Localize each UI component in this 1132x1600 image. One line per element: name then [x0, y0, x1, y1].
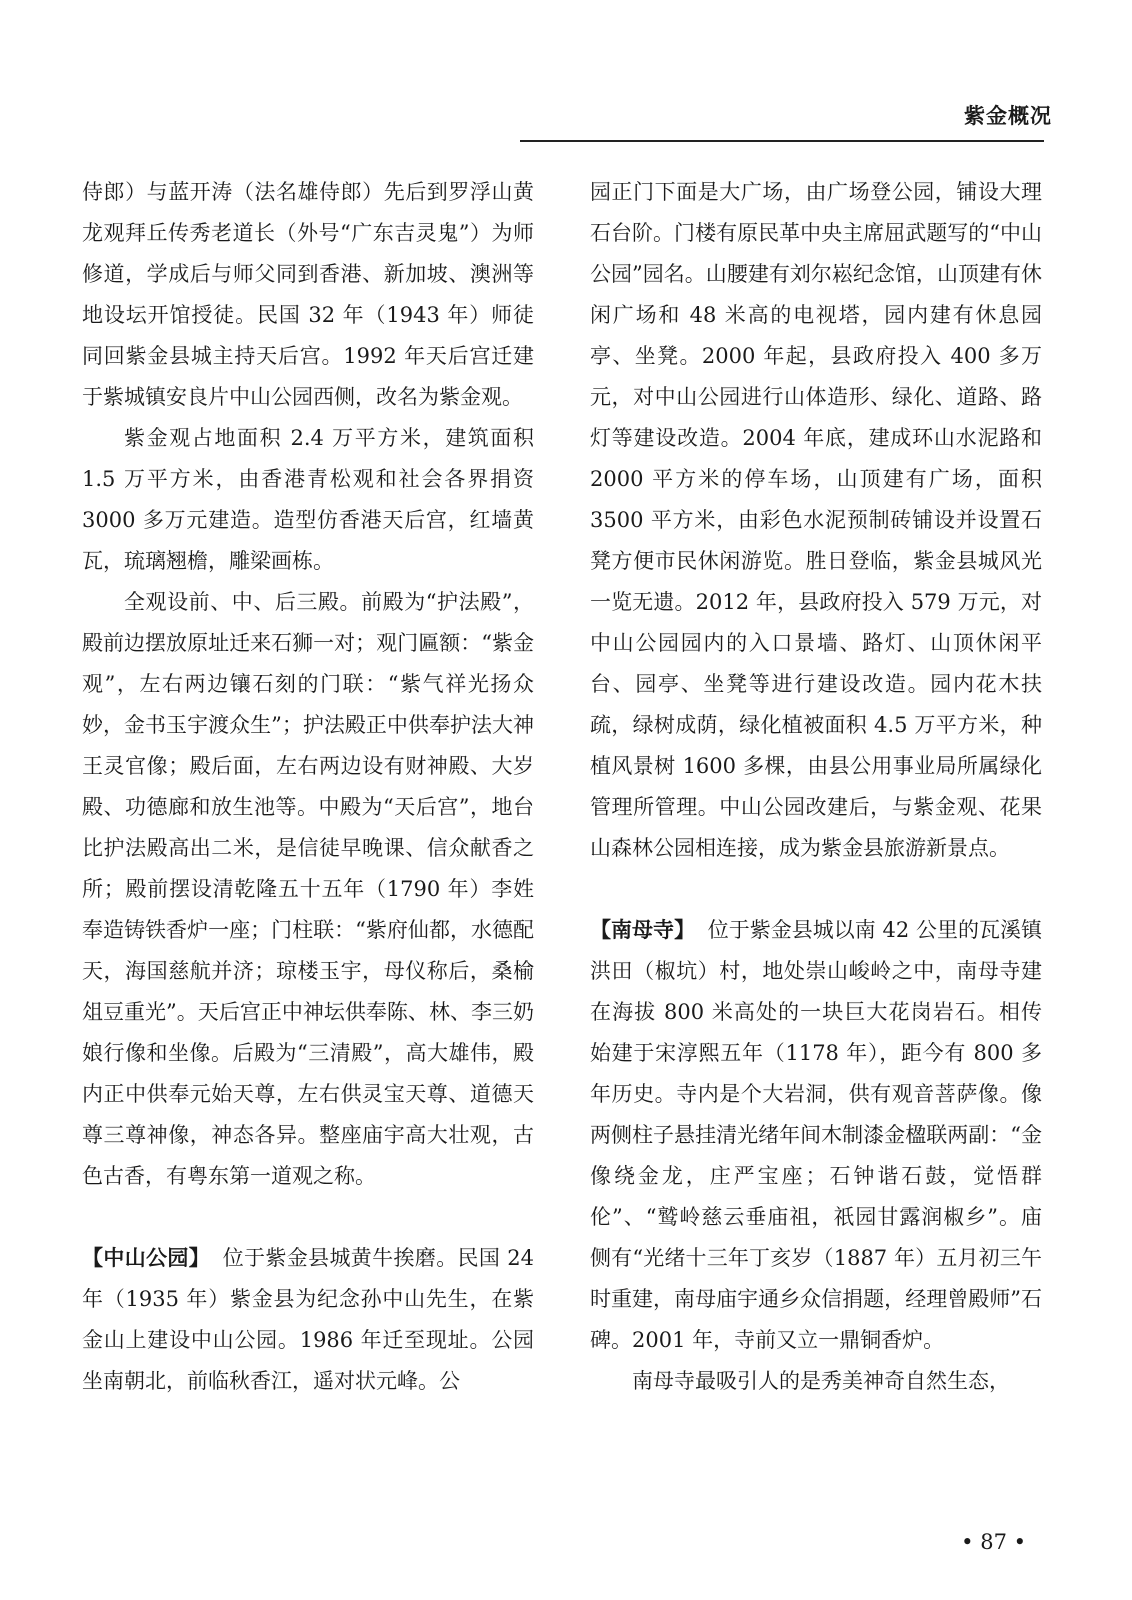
page-number: • 87 • [961, 1530, 1026, 1554]
paragraph: 全观设前、中、后三殿。前殿为“护法殿”，殿前边摆放原址迁来石狮一对；观门匾额：“紫金观”，左右两边镶石刻的门联：“紫气祥光扬众妙，金书玉宇渡众生”；护法殿正中供奉护法大神王灵官像；殿后面，左右两边设有财神殿、大岁殿、功德廊和放生池等。中殿为“天后宫”，地台比护法殿高出二米，是信徒早晚课、信众献香之所；殿前摆设清乾隆五十五年（1790 年）李姓奉造铸铁香炉一座；门柱联：“紫府仙都，水德配天，海国慈航并济；琼楼玉宇，母仪称后，桑榆俎豆重光”。天后宫正中神坛供奉陈、林、李三奶娘行像和坐像。后殿为“三清殿”，高大雄伟，殿内正中供奉元始天尊，左右供灵宝天尊、道德天尊三尊神像，神态各异。整座庙宇高大壮观，古色古香，有粤东第一道观之称。 [82, 590, 534, 1188]
header-rule [520, 140, 1044, 142]
paragraph: 园正门下面是大广场，由广场登公园，铺设大理石台阶。门楼有原民革中央主席屈武题写的“中山公园”园名。山腰建有刘尔崧纪念馆，山顶建有休闲广场和 48 米高的电视塔，园内建有休息园亭、坐凳。2000 年起，县政府投入 400 多万元，对中山公园进行山体造形、绿化、道路、路灯等建设改造。2004 年底，建成环山水泥路和 2000 平方米的停车场，山顶建有广场，面积 3500 平方米，由彩色水泥预制砖铺设并设置石凳方便市民休闲游览。胜日登临，紫金县城风光一览无遗。2012 年，县政府投入 579 万元，对中山公园园内的入口景墙、路灯、山顶休闲平台、园亭、坐凳等进行建设改造。园内花木扶疏，绿树成荫，绿化植被面积 4.5 万平方米，种植风景树 1600 多棵，由县公用事业局所属绿化管理所管理。中山公园改建后，与紫金观、花果山森林公园相连接，成为紫金县旅游新景点。 [590, 180, 1042, 860]
section-text: 位于紫金县城黄牛挨磨。民国 24 年（1935 年）紫金县为纪念孙中山先生，在紫金山上建设中山公园。1986 年迁至现址。公园坐南朝北，前临秋香江，遥对状元峰。公 [82, 1246, 534, 1393]
section-title: 【中山公园】 [82, 1246, 211, 1270]
left-column [82, 172, 534, 1402]
section-zhongshan-park [82, 1238, 534, 1402]
section-gap [590, 869, 1042, 910]
paragraph: 侍郎）与蓝开涛（法名雄侍郎）先后到罗浮山黄龙观拜丘传秀老道长（外号“广东吉灵鬼”）为师修道，学成后与师父同到香港、新加坡、澳洲等地设坛开馆授徒。民国 32 年（1943 年）师徒同回紫金县城主持天后宫。1992 年天后宫迁建于紫城镇安良片中山公园西侧，改名为紫金观。 [82, 180, 534, 409]
section-gap [82, 1197, 534, 1238]
section-text: 位于紫金县城以南 42 公里的瓦溪镇洪田（椒坑）村，地处崇山峻岭之中，南母寺建在海拔 800 米高处的一块巨大花岗岩石。相传始建于宋淳熙五年（1178 年），距今有 800 多年历史。寺内是个大岩洞，供有观音菩萨像。像两侧柱子悬挂清光绪年间木制漆金楹联两副：“金像绕金龙，庄严宝座；石钟谐石鼓，觉悟群伦”、“鹫岭慈云垂庙祖，祇园甘露润椒乡”。庙侧有“光绪十三年丁亥岁（1887 年）五月初三午时重建，南母庙宇通乡众信捐题，经理曾殿师”石碑。2001 年，寺前又立一鼎铜香炉。 [590, 918, 1043, 1352]
running-header-title: 紫金概况 [964, 104, 1052, 128]
section-nanmu-temple [590, 910, 1042, 1361]
paragraph: 南母寺最吸引人的是秀美神奇自然生态， [632, 1369, 1010, 1393]
paragraph: 紫金观占地面积 2.4 万平方米，建筑面积 1.5 万平方米，由香港青松观和社会各界捐资 3000 多万元建造。造型仿香港天后宫，红墙黄瓦，琉璃翘檐，雕梁画栋。 [82, 426, 534, 573]
section-title: 【南母寺】 [590, 918, 696, 942]
right-column [590, 172, 1042, 1402]
